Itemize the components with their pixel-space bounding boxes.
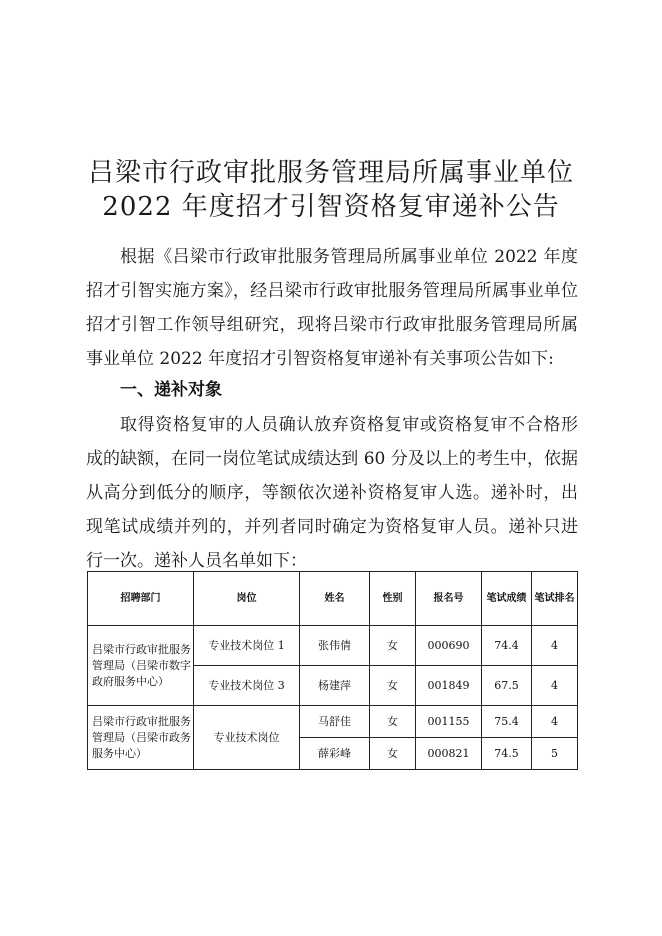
header-score: 笔试成绩 [482,572,532,626]
gender-cell: 女 [370,666,416,706]
name-cell: 马舒佳 [300,706,370,738]
gender-cell: 女 [370,626,416,666]
header-rank: 笔试排名 [532,572,578,626]
header-reg: 报名号 [416,572,482,626]
table-row [88,626,578,666]
score-cell: 67.5 [482,666,532,706]
post-cell: 专业技术岗位 3 [194,666,300,706]
header-name: 姓名 [300,572,370,626]
rank-cell: 4 [532,706,578,738]
gender-cell: 女 [370,706,416,738]
rank-cell: 4 [532,666,578,706]
rank-cell: 5 [532,738,578,770]
title-line-2: 2022 年度招才引智资格复审递补公告 [102,192,560,222]
reg-cell: 001849 [416,666,482,706]
name-cell: 薛彩峰 [300,738,370,770]
section-paragraph: 取得资格复审的人员确认放弃资格复审或资格复审不合格形成的缺额，在同一岗位笔试成绩达到 60 分及以上的考生中，依据从高分到低分的顺序，等额依次递补资格复审人选。递补时，出现笔试成绩并列的，并列者同时确定为资格复审人员。递补只进行一次。递补人员名单如下： [86,415,578,571]
reg-cell: 000821 [416,738,482,770]
dept-cell: 吕梁市行政审批服务管理局（吕梁市数字政府服务中心） [88,626,194,706]
rank-cell: 4 [532,626,578,666]
score-cell: 74.4 [482,626,532,666]
header-dept: 招聘部门 [88,572,194,626]
table-header-row [88,572,578,626]
dept-cell: 吕梁市行政审批服务管理局（吕梁市政务服务中心） [88,706,194,770]
post-cell: 专业技术岗位 1 [194,626,300,666]
header-gender: 性别 [370,572,416,626]
reg-cell: 001155 [416,706,482,738]
reg-cell: 000690 [416,626,482,666]
score-cell: 75.4 [482,706,532,738]
post-cell: 专业技术岗位 [194,706,300,770]
name-cell: 张伟倩 [300,626,370,666]
name-cell: 杨建萍 [300,666,370,706]
header-post: 岗位 [194,572,300,626]
intro-paragraph: 根据《吕梁市行政审批服务管理局所属事业单位 2022 年度招才引智实施方案》，经吕梁市行政审批服务管理局所属事业单位招才引智工作领导组研究，现将吕梁市行政审批服务管理局所属事业单位 2022 年度招才引智资格复审递补有关事项公告如下: [86,247,578,369]
score-cell: 74.5 [482,738,532,770]
section-heading: 一、递补对象 [120,380,222,400]
gender-cell: 女 [370,738,416,770]
candidate-table [87,571,578,770]
table-row [88,706,578,738]
title-line-1: 吕梁市行政审批服务管理局所属事业单位 [87,158,574,188]
